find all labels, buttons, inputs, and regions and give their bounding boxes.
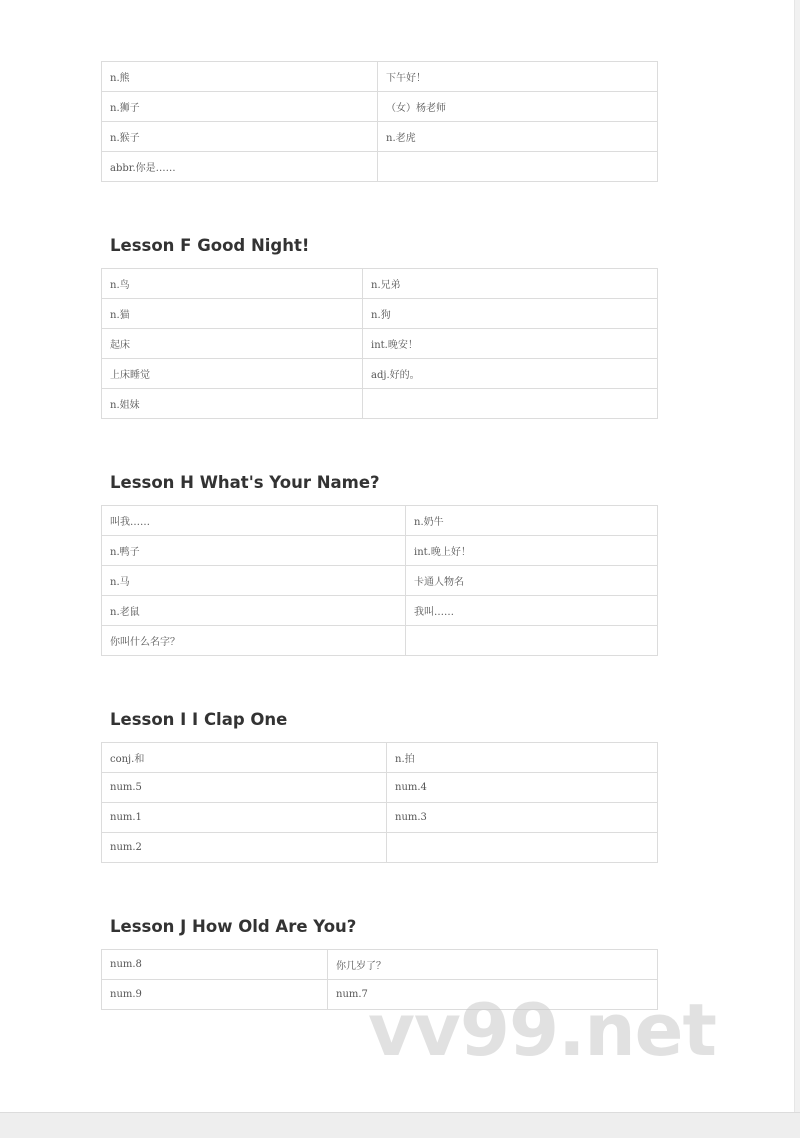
table-row [102, 950, 658, 980]
table-row [102, 122, 658, 152]
table-cell: n.兄弟 [363, 269, 658, 299]
table-cell: num.2 [102, 833, 387, 863]
table-cell: 下午好！ [378, 62, 658, 92]
table-row [102, 566, 658, 596]
table-cell: conj.和 [102, 743, 387, 773]
table-cell [363, 389, 658, 419]
table-cell: n.鸟 [102, 269, 363, 299]
table-row [102, 299, 658, 329]
page-gap [0, 1112, 800, 1138]
table-cell: n.姐妹 [102, 389, 363, 419]
section-heading-lesson-h: Lesson H What's Your Name? [110, 473, 380, 492]
table-cell: int.晚安！ [363, 329, 658, 359]
table-cell: （女）杨老师 [378, 92, 658, 122]
table-cell: 你叫什么名字？ [102, 626, 406, 656]
table-cell: n.猴子 [102, 122, 378, 152]
table-cell: abbr.你是…… [102, 152, 378, 182]
table-row [102, 596, 658, 626]
vocab-table-lesson-e [101, 61, 658, 182]
table-cell: num.8 [102, 950, 328, 980]
table-row [102, 626, 658, 656]
table-row [102, 92, 658, 122]
table-row [102, 359, 658, 389]
table-cell: n.老虎 [378, 122, 658, 152]
table-cell: num.4 [387, 773, 658, 803]
table-cell: n.熊 [102, 62, 378, 92]
table-cell: num.9 [102, 980, 328, 1010]
table-cell: 我叫…… [406, 596, 658, 626]
table-cell: n.猫 [102, 299, 363, 329]
table-cell: 你几岁了？ [328, 950, 658, 980]
table-cell: n.奶牛 [406, 506, 658, 536]
table-cell [406, 626, 658, 656]
table-row [102, 536, 658, 566]
table-row [102, 269, 658, 299]
table-cell: num.3 [387, 803, 658, 833]
table-cell: num.1 [102, 803, 387, 833]
table-cell: int.晚上好！ [406, 536, 658, 566]
table-row [102, 743, 658, 773]
table-cell: n.鸭子 [102, 536, 406, 566]
table-cell: n.老鼠 [102, 596, 406, 626]
watermark: vv99.net [368, 988, 716, 1072]
table-cell: n.拍 [387, 743, 658, 773]
vocab-table-lesson-f [101, 268, 658, 419]
table-cell: num.7 [328, 980, 658, 1010]
table-row [102, 389, 658, 419]
section-heading-lesson-i: Lesson I I Clap One [110, 710, 288, 729]
table-cell [387, 833, 658, 863]
table-cell: 叫我…… [102, 506, 406, 536]
table-row [102, 833, 658, 863]
table-cell: 起床 [102, 329, 363, 359]
table-cell: n.狮子 [102, 92, 378, 122]
section-heading-lesson-j: Lesson J How Old Are You? [110, 917, 357, 936]
vocab-table-lesson-h [101, 505, 658, 656]
table-cell: n.马 [102, 566, 406, 596]
table-row [102, 329, 658, 359]
table-cell: adj.好的。 [363, 359, 658, 389]
table-row [102, 62, 658, 92]
table-cell: 上床睡觉 [102, 359, 363, 389]
table-row [102, 152, 658, 182]
vocab-table-lesson-i [101, 742, 658, 863]
table-cell: num.5 [102, 773, 387, 803]
table-cell: n.狗 [363, 299, 658, 329]
table-row [102, 506, 658, 536]
table-row [102, 773, 658, 803]
page-edge [795, 0, 800, 1112]
table-cell: 卡通人物名 [406, 566, 658, 596]
table-row [102, 803, 658, 833]
table-cell [378, 152, 658, 182]
section-heading-lesson-f: Lesson F Good Night! [110, 236, 310, 255]
